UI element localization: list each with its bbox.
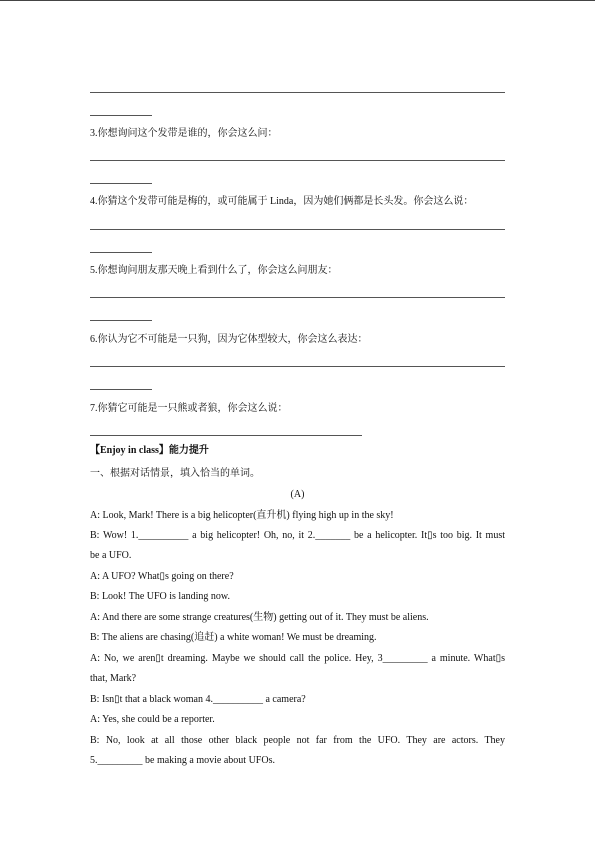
question-4: 4.你猜这个发带可能是梅的，或可能属于 Linda，因为她们俩都是长头发。你会这么说： bbox=[90, 196, 474, 207]
answer-line-short bbox=[90, 252, 152, 253]
dialogue-line: that, Mark? bbox=[90, 673, 137, 684]
question-7: 7.你猜它可能是一只熊或者狼，你会这么说： bbox=[90, 403, 288, 414]
dialogue-line: A: And there are some strange creatures(生物) getting out of it. They must be aliens. bbox=[90, 612, 429, 623]
question-5: 5.你想询问朋友那天晚上看到什么了，你会这么问朋友： bbox=[90, 265, 338, 276]
answer-line bbox=[90, 92, 505, 93]
question-3: 3.你想询问这个发带是谁的，你会这么问： bbox=[90, 128, 278, 139]
answer-line-short bbox=[90, 320, 152, 321]
dialogue-line: B: Look! The UFO is landing now. bbox=[90, 591, 230, 602]
dialogue-line: B: The aliens are chasing(追赶) a white woman! We must be dreaming. bbox=[90, 632, 377, 643]
dialogue-line: A: A UFO? What▯s going on there? bbox=[90, 571, 234, 582]
section-instruction: 一、根据对话情景，填入恰当的单词。 bbox=[90, 468, 260, 479]
section-title-bracket: 【Enjoy in class】 bbox=[90, 445, 169, 456]
dialogue-line: A: Look, Mark! There is a big helicopter(直升机) flying high up in the sky! bbox=[90, 510, 394, 521]
section-title bbox=[90, 444, 209, 457]
page-top-border bbox=[0, 0, 595, 1]
answer-line bbox=[90, 297, 505, 298]
answer-line bbox=[90, 366, 505, 367]
dialogue-line: A: No, we aren▯t dreaming. Maybe we should call the police. Hey, 3_________ a minute. What▯s bbox=[90, 653, 505, 664]
section-title-cn: 能力提升 bbox=[168, 445, 209, 456]
dialogue-line: A: Yes, she could be a reporter. bbox=[90, 714, 215, 725]
dialogue-line: 5._________ be making a movie about UFOs. bbox=[90, 755, 275, 766]
answer-line bbox=[90, 160, 505, 161]
dialogue-line: B: Isn▯t that a black woman 4.__________ a camera? bbox=[90, 694, 306, 705]
answer-line-short bbox=[90, 115, 152, 116]
question-6: 6.你认为它不可能是一只狗，因为它体型较大，你会这么表达： bbox=[90, 334, 368, 345]
answer-line-short bbox=[90, 389, 152, 390]
answer-line bbox=[90, 229, 505, 230]
answer-line bbox=[90, 435, 362, 436]
part-label: (A) bbox=[290, 489, 305, 500]
answer-line-short bbox=[90, 183, 152, 184]
dialogue-line: B: No, look at all those other black people not far from the UFO. They are actors. They bbox=[90, 735, 505, 746]
dialogue-line: be a UFO. bbox=[90, 550, 132, 561]
dialogue-line: B: Wow! 1.__________ a big helicopter! Oh, no, it 2._______ be a helicopter. It▯s too big. It must bbox=[90, 530, 505, 541]
